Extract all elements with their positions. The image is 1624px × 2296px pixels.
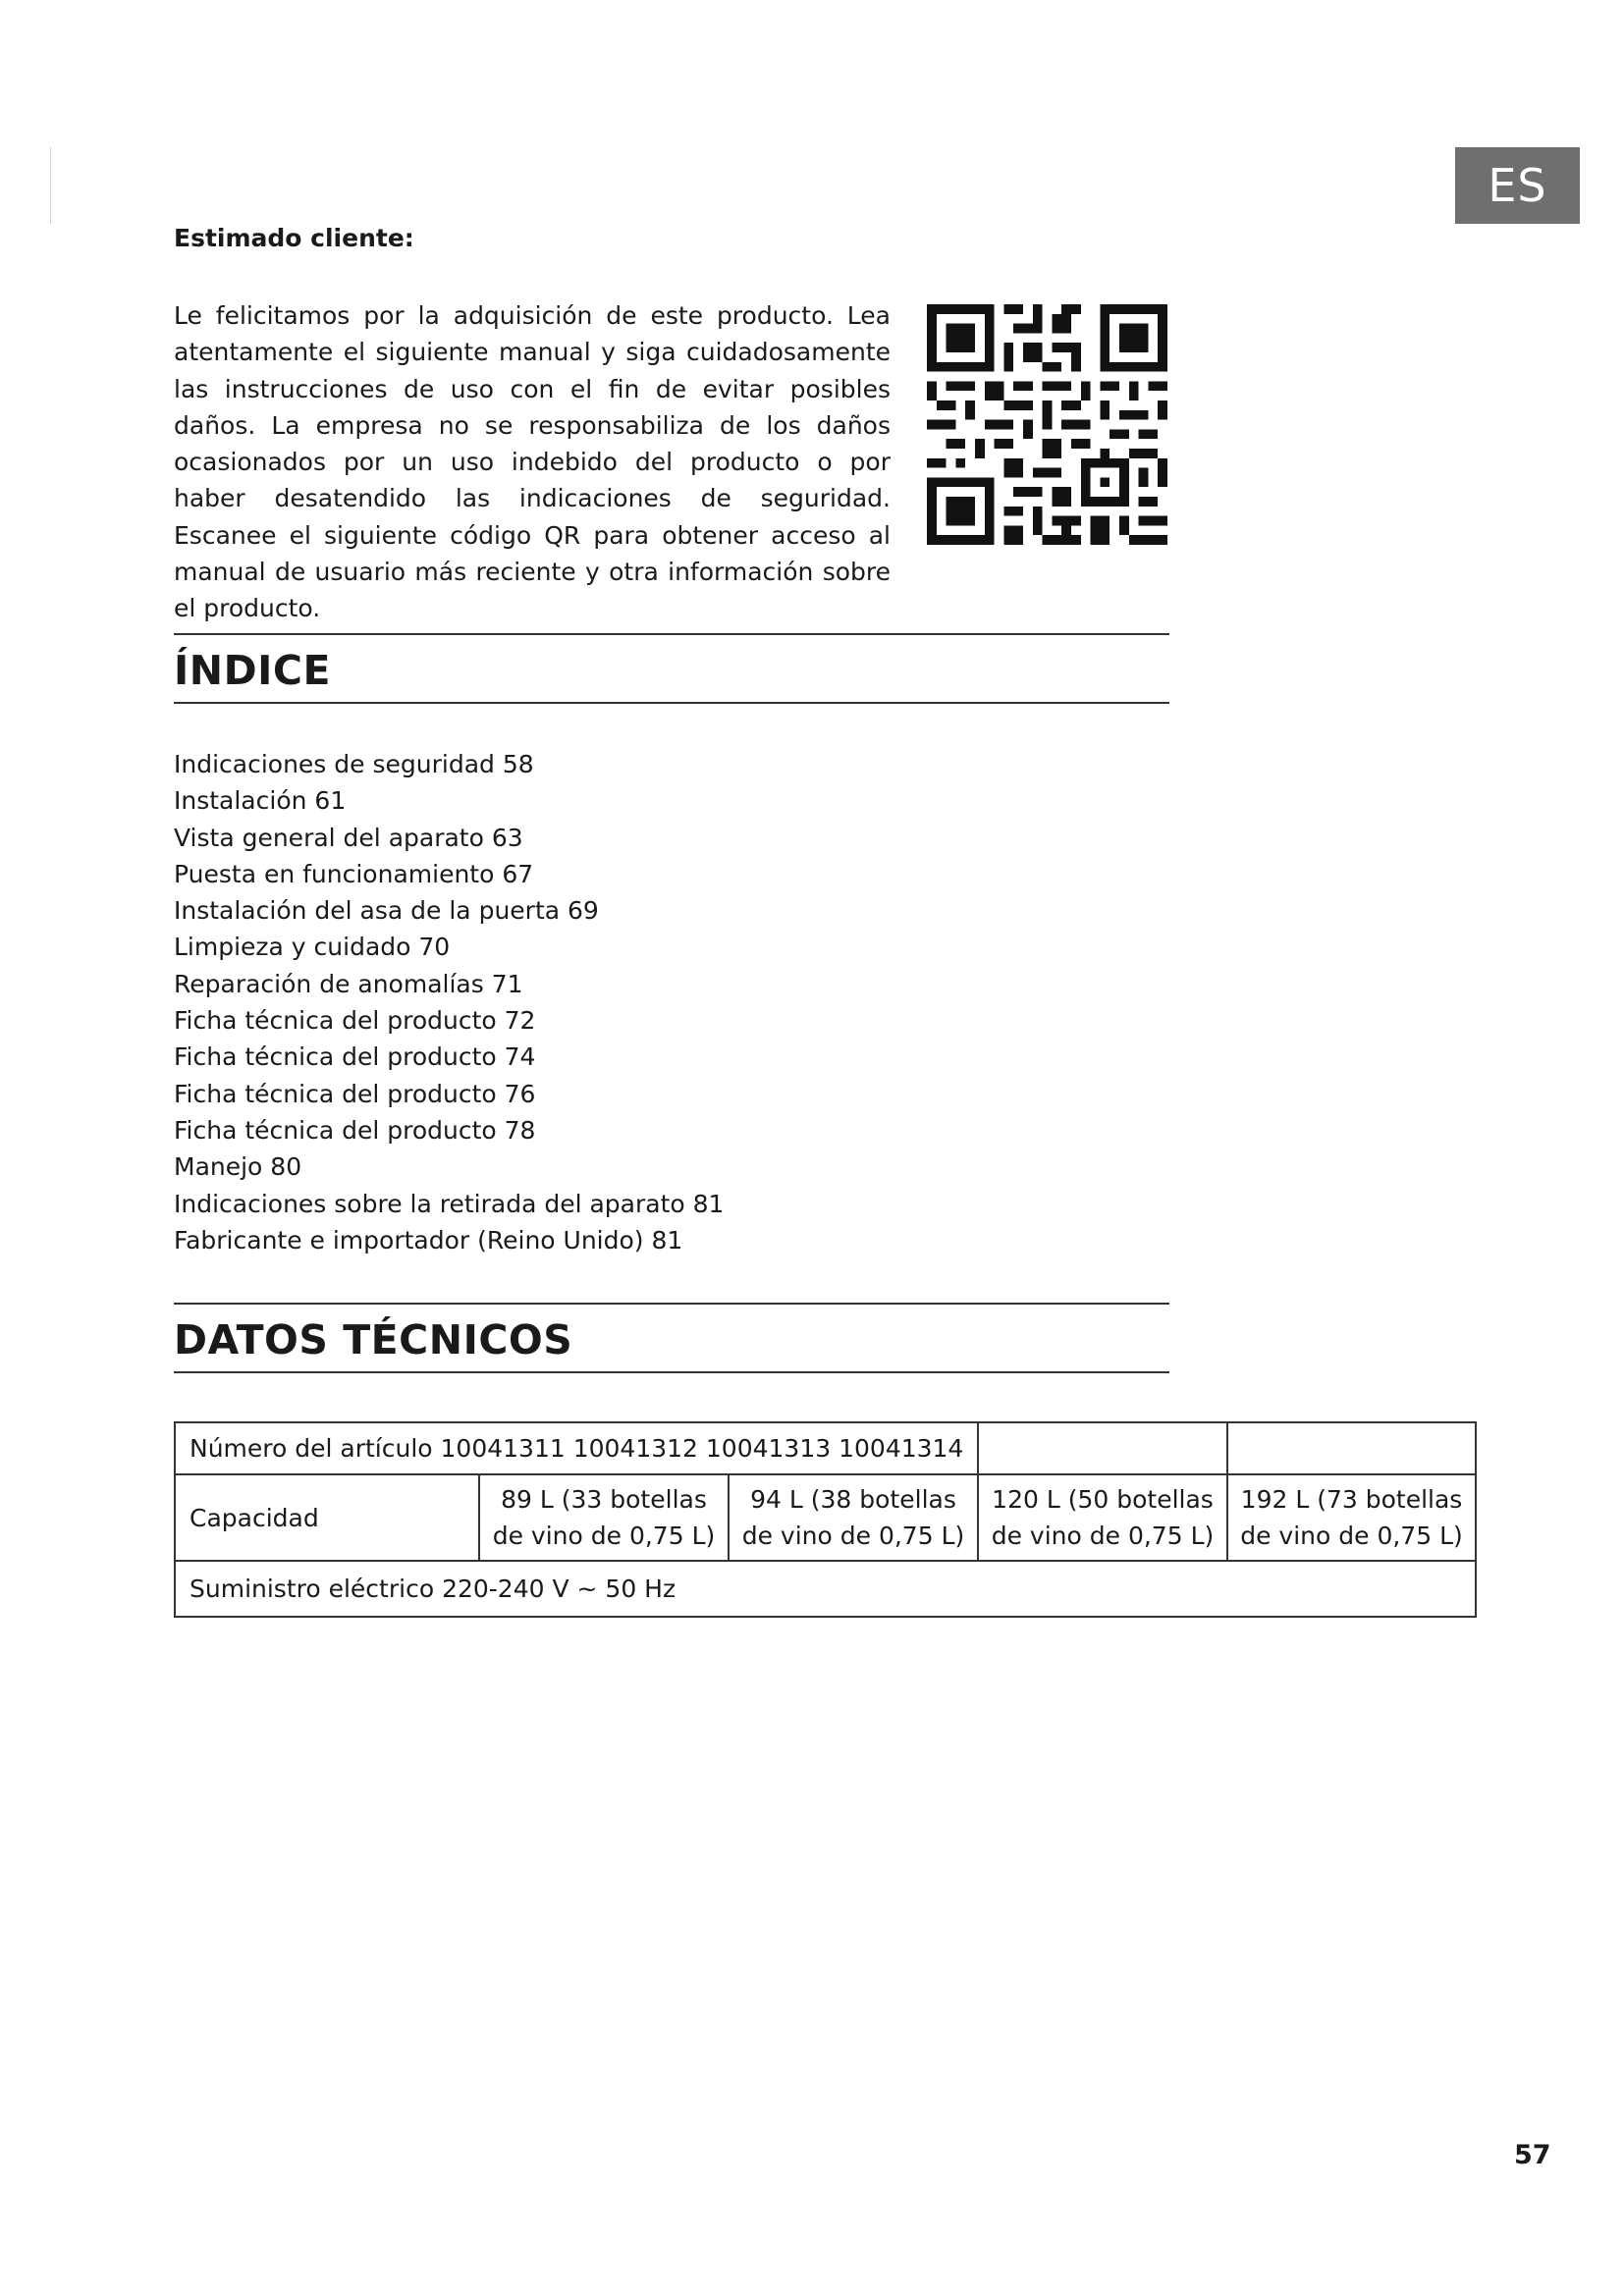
capacity-value: 89 L (33 botellas de vino de 0,75 L) — [479, 1474, 729, 1561]
intro-paragraph: Le felicitamos por la adquisición de este producto. Lea atentamente el siguiente manual y siga cuidadosamente las instrucciones de uso con el fin de evitar posibles daños. La empresa no se responsabiliza de los daños ocasionados por un uso indebido del producto o por haber desatendido las indicaciones de seguridad. Escanee el siguiente código QR para obtener acceso al manual de usuario más reciente y otra información sobre el producto. — [174, 301, 891, 623]
capacity-value: 192 L (73 botellas de vino de 0,75 L) — [1227, 1474, 1476, 1561]
index-title: ÍNDICE — [174, 647, 331, 694]
index-rule-top — [174, 633, 1169, 635]
table-row — [175, 1561, 1476, 1617]
qr-code-icon — [927, 302, 1167, 547]
capacity-value: 120 L (50 botellas de vino de 0,75 L) — [978, 1474, 1227, 1561]
table-of-contents — [174, 746, 724, 1258]
toc-item[interactable]: Fabricante e importador (Reino Unido) 81 — [174, 1225, 683, 1255]
margin-line — [50, 147, 51, 224]
specs-table — [174, 1421, 1477, 1618]
power-supply-text: Suministro eléctrico 220-240 V ~ 50 Hz — [189, 1575, 677, 1603]
capacity-label: Capacidad — [175, 1474, 479, 1561]
page-number: 57 — [1514, 2140, 1551, 2170]
index-rule-bottom — [174, 702, 1169, 704]
toc-item[interactable]: Limpieza y cuidado 70 — [174, 933, 451, 962]
language-tab: ES — [1455, 147, 1580, 224]
toc-item[interactable]: Reparación de anomalías 71 — [174, 969, 523, 998]
table-row — [175, 1422, 1476, 1474]
toc-item[interactable]: Vista general del aparato 63 — [174, 823, 523, 852]
tech-rule-top — [174, 1303, 1169, 1305]
empty-cell — [978, 1422, 1227, 1474]
tech-rule-bottom — [174, 1371, 1169, 1373]
toc-item[interactable]: Indicaciones sobre la retirada del aparato 81 — [174, 1189, 725, 1218]
toc-item[interactable]: Manejo 80 — [174, 1152, 302, 1182]
toc-item[interactable]: Ficha técnica del producto 78 — [174, 1115, 536, 1145]
toc-item[interactable]: Instalación 61 — [174, 786, 347, 816]
tech-title: DATOS TÉCNICOS — [174, 1316, 573, 1363]
empty-cell — [1227, 1422, 1476, 1474]
capacity-value: 94 L (38 botellas de vino de 0,75 L) — [729, 1474, 978, 1561]
toc-item[interactable]: Indicaciones de seguridad 58 — [174, 750, 534, 778]
toc-item[interactable]: Puesta en funcionamiento 67 — [174, 859, 534, 888]
article-number-cell — [175, 1422, 978, 1474]
toc-item[interactable]: Instalación del asa de la puerta 69 — [174, 896, 599, 926]
toc-item[interactable]: Ficha técnica del producto 72 — [174, 1006, 536, 1036]
greeting: Estimado cliente: — [174, 224, 414, 252]
toc-item[interactable]: Ficha técnica del producto 74 — [174, 1042, 536, 1072]
article-number-text: Número del artículo 10041311 10041312 10041313 10041314 — [189, 1434, 964, 1463]
toc-item[interactable]: Ficha técnica del producto 76 — [174, 1079, 536, 1108]
power-supply-cell — [175, 1561, 1476, 1617]
table-row — [175, 1474, 1476, 1561]
